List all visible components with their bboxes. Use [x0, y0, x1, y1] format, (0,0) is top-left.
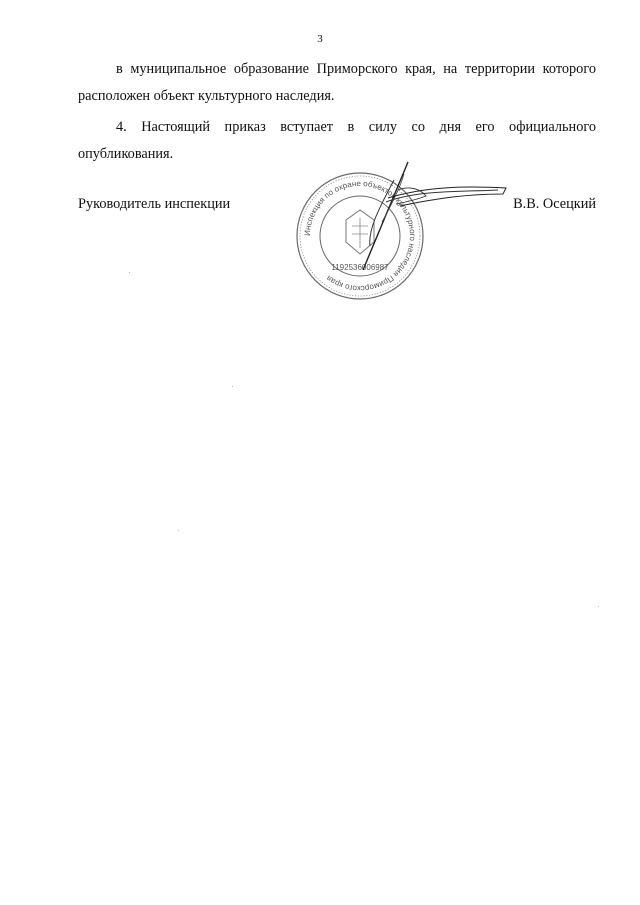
signature-block	[78, 160, 596, 300]
scan-speck	[129, 272, 130, 273]
seal-ring-text: Инспекция по охране объектов культурного наследия Приморского края	[302, 178, 418, 294]
scan-speck	[598, 606, 599, 607]
paragraph-4: 4. Настоящий приказ вступает в силу со дня его официального опубликования.	[78, 119, 596, 162]
seal-number: 1192536006987	[331, 263, 389, 272]
scan-speck	[232, 386, 233, 387]
handwritten-signature-icon	[308, 160, 508, 280]
scan-speck	[178, 530, 179, 531]
page-number: 3	[317, 33, 323, 45]
paragraph-continuation: в муниципальное образование Приморского края, на территории которого расположен объект культурного наследия.	[78, 61, 596, 104]
signer-title: Руководитель инспекции	[78, 196, 231, 212]
signer-name: В.В. Осецкий	[513, 196, 596, 212]
body-text	[78, 56, 596, 172]
